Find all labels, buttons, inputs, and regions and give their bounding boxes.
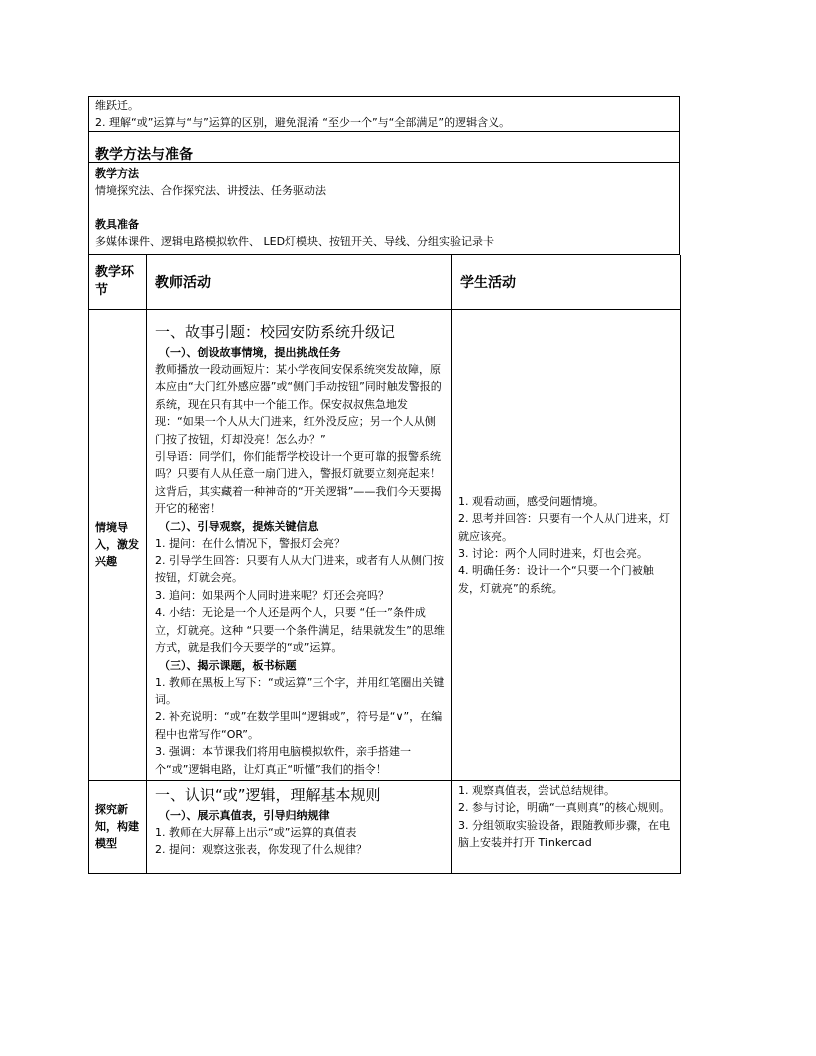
list-item: 2. 思考并回答：只要有一个人从门进来，灯就应该亮。: [458, 512, 670, 543]
methods-heading: 教学方法与准备: [95, 147, 193, 163]
subsection-heading: （三）、揭示课题，板书标题: [159, 658, 297, 672]
objectives-box: [88, 96, 680, 132]
list-item: 2. 提问：观察这张表，你发现了什么规律？: [155, 843, 367, 857]
section-title: 一、故事引题：校园安防系统升级记: [155, 323, 396, 341]
header-phase: 教学环节: [89, 255, 147, 310]
methods-heading-box: [88, 132, 680, 163]
list-item: 1. 观看动画，感受问题情境。: [458, 494, 604, 508]
list-item: 3. 强调：本节课我们将用电脑模拟软件，亲手搭建一个“或”逻辑电路，让灯真正“听懂”我们的指令！: [155, 745, 411, 776]
paragraph: 引导语：同学们，你们能帮学校设计一个更可靠的报警系统吗？只要有人从任意一扇门进入，警报灯就要立刻亮起来！这背后，其实藏着一种神奇的“开关逻辑”——我们今天要揭开它的秘密！: [155, 450, 442, 516]
objective-line-1: 维跃迁。: [95, 99, 139, 112]
list-item: 4. 小结：无论是一个人还是两个人，只要 “任一”条件成立，灯就亮。这种 “只要一个条件满足，结果就发生”的思维方式，就是我们今天要学的“或”运算。: [155, 606, 445, 655]
list-item: 2. 引导学生回答：只要有人从大门进来，或者有人从侧门按按钮，灯就会亮。: [155, 554, 444, 585]
list-item: 2. 补充说明：“或”在数学里叫“逻辑或”，符号是“∨”，在编程中也常写作“OR”。: [155, 710, 443, 741]
student-activity-cell: [452, 780, 681, 873]
subsection-heading: （一）、创设故事情境，提出挑战任务: [159, 346, 341, 359]
header-student: 学生活动: [452, 255, 681, 310]
tools-text: 多媒体课件、逻辑电路模拟软件、 LED灯模块、按钮开关、导线、分组实验记录卡: [95, 235, 495, 248]
method-label: 教学方法: [95, 167, 139, 180]
teacher-activity-cell: [147, 310, 452, 781]
list-item: 1. 教师在黑板上写下：“或运算”三个字，并用红笔圈出关键词。: [155, 675, 445, 706]
table-row: [89, 780, 681, 873]
teacher-activity-cell: [147, 780, 452, 873]
student-activity-cell: [452, 310, 681, 781]
subsection-heading: （一）、展示真值表，引导归纳规律: [159, 808, 330, 822]
table-row: [89, 310, 681, 781]
section-title: 一、认识“或”逻辑，理解基本规则: [155, 785, 381, 804]
paragraph: 教师播放一段动画短片：某小学夜间安保系统突发故障，原本应由“大门红外感应器”或“侧门手动按钮”同时触发警报的系统，现在只有其中一个能工作。保安叔叔焦急地发现：“如果一个人从大门进来，红外没反应；另一个人从侧门按了按钮，灯却没亮！怎么办？”: [155, 363, 442, 446]
list-item: 1. 提问：在什么情况下，警报灯会亮？: [155, 536, 345, 550]
list-item: 1. 观察真值表，尝试总结规律。: [458, 783, 615, 797]
list-item: 2. 参与讨论，明确“一真则真”的核心规则。: [458, 801, 671, 815]
activity-table: [88, 255, 681, 874]
list-item: 3. 追问：如果两个人同时进来呢？灯还会亮吗？: [155, 588, 389, 602]
methods-box: [88, 163, 680, 255]
phase-cell: 探究新知，构建模型: [89, 780, 147, 873]
document-page: [88, 96, 680, 874]
table-header-row: [89, 255, 681, 310]
list-item: 3. 分组领取实验设备，跟随教师步骤，在电脑上安装并打开 Tinkercad: [458, 818, 670, 850]
phase-cell: 情境导入，激发兴趣: [89, 310, 147, 781]
objective-line-2: 2. 理解“或”运算与“与”运算的区别，避免混淆 “至少一个”与“全部满足”的逻辑含义。: [95, 116, 511, 129]
tools-label: 教具准备: [95, 218, 139, 231]
subsection-heading: （二）、引导观察，提炼关键信息: [159, 519, 319, 533]
method-text: 情境探究法、合作探究法、讲授法、任务驱动法: [95, 184, 326, 197]
list-item: 3. 讨论：两个人同时进来，灯也会亮。: [458, 546, 648, 560]
header-teacher: 教师活动: [147, 255, 452, 310]
list-item: 1. 教师在大屏幕上出示“或”运算的真值表: [155, 825, 357, 839]
list-item: 4. 明确任务：设计一个“只要一个门被触发，灯就亮”的系统。: [458, 564, 654, 595]
